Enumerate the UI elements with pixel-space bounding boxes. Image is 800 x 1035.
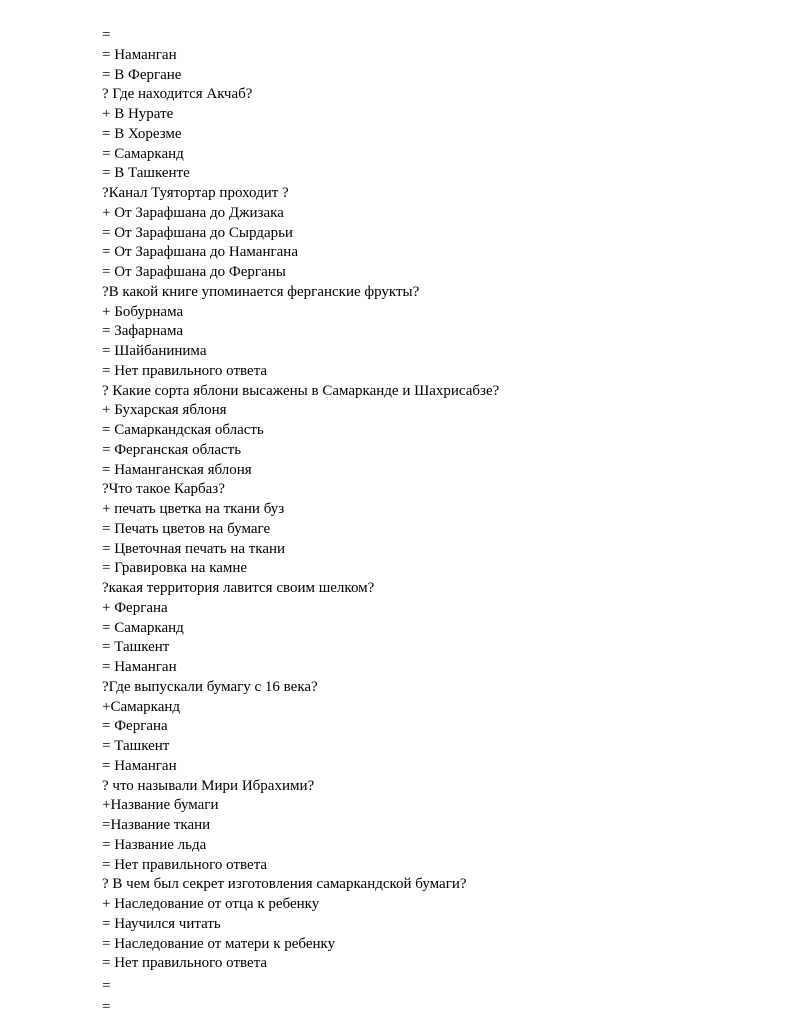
answer-line: = Нет правильного ответа xyxy=(102,955,268,972)
question-list xyxy=(102,26,782,974)
answer-line: = Гравировка на камне xyxy=(102,560,248,577)
correct-answer-line: + печать цветка на ткани буз xyxy=(102,501,285,517)
answer-line: = Наманган xyxy=(102,659,177,675)
question-line: ?В какой книге упоминается ферганские фрукты? xyxy=(102,283,420,300)
correct-answer-line: + Наследование от отца к ребенку xyxy=(102,896,320,912)
answer-line: = Цветочная печать на ткани xyxy=(102,540,286,557)
question-line: ? В чем был секрет изготовления самаркандской бумаги? xyxy=(102,876,467,893)
answer-line: = Нет правильного ответа xyxy=(102,856,268,873)
answer-line: = Самарканд xyxy=(102,145,184,162)
answer-line: = Наманган xyxy=(102,757,177,774)
answer-line: = Печать цветов на бумаге xyxy=(102,520,271,537)
correct-answer-line: +Самарканд xyxy=(102,698,181,715)
text-line: = xyxy=(102,27,111,43)
question-line: ?какая территория лавится своим шелком? xyxy=(102,580,375,596)
answer-line: = Нет правильного ответа xyxy=(102,362,268,379)
answer-line: = Наманганская яблоня xyxy=(102,461,252,478)
correct-answer-line: +Название бумаги xyxy=(102,797,219,814)
answer-line: = Название льда xyxy=(102,836,207,853)
answer-line: = Ферганская область xyxy=(102,441,242,458)
question-line: ? Какие сорта яблони высажены в Самарканде и Шахрисабзе? xyxy=(102,382,500,399)
answer-line: = Шайбанинима xyxy=(102,343,207,359)
question-line: ? что называли Мири Ибрахими? xyxy=(102,777,315,794)
text-line: = xyxy=(102,978,111,994)
trailing-lines xyxy=(102,976,110,1018)
answer-line: = Фергана xyxy=(102,718,168,735)
answer-line: = От Зарафшана до Намангана xyxy=(102,244,298,261)
answer-line: = Ташкент xyxy=(102,639,170,656)
question-line: ?Где выпускали бумагу с 16 века? xyxy=(102,678,318,695)
answer-line: = В Ташкенте xyxy=(102,165,190,182)
answer-line: = В Хорезме xyxy=(102,125,182,142)
answer-line: =Название ткани xyxy=(102,817,211,833)
correct-answer-line: + В Нурате xyxy=(102,106,174,122)
question-line: ? Где находится Акчаб? xyxy=(102,86,253,103)
question-line: ?Канал Туятортар проходит ? xyxy=(102,185,289,201)
answer-line: = От Зарафшана до Ферганы xyxy=(102,264,286,280)
text-line: = В Фергане xyxy=(102,66,182,83)
correct-answer-line: + Бухарская яблоня xyxy=(102,402,227,419)
answer-line: = От Зарафшана до Сырдарьи xyxy=(102,224,293,241)
correct-answer-line: + От Зарафшана до Джизака xyxy=(102,204,284,221)
answer-line: = Наследование от матери к ребенку xyxy=(102,935,336,952)
answer-line: = Ташкент xyxy=(102,738,170,754)
correct-answer-line: + Бобурнама xyxy=(102,303,184,320)
text-line: = xyxy=(102,999,111,1015)
answer-line: = Зафарнама xyxy=(102,323,183,340)
question-line: ?Что такое Карбаз? xyxy=(102,481,225,498)
answer-line: = Самарканд xyxy=(102,619,184,636)
answer-line: = Самаркандская область xyxy=(102,422,264,438)
answer-line: = Научился читать xyxy=(102,915,221,932)
correct-answer-line: + Фергана xyxy=(102,599,168,616)
text-line: = Наманган xyxy=(102,46,177,63)
